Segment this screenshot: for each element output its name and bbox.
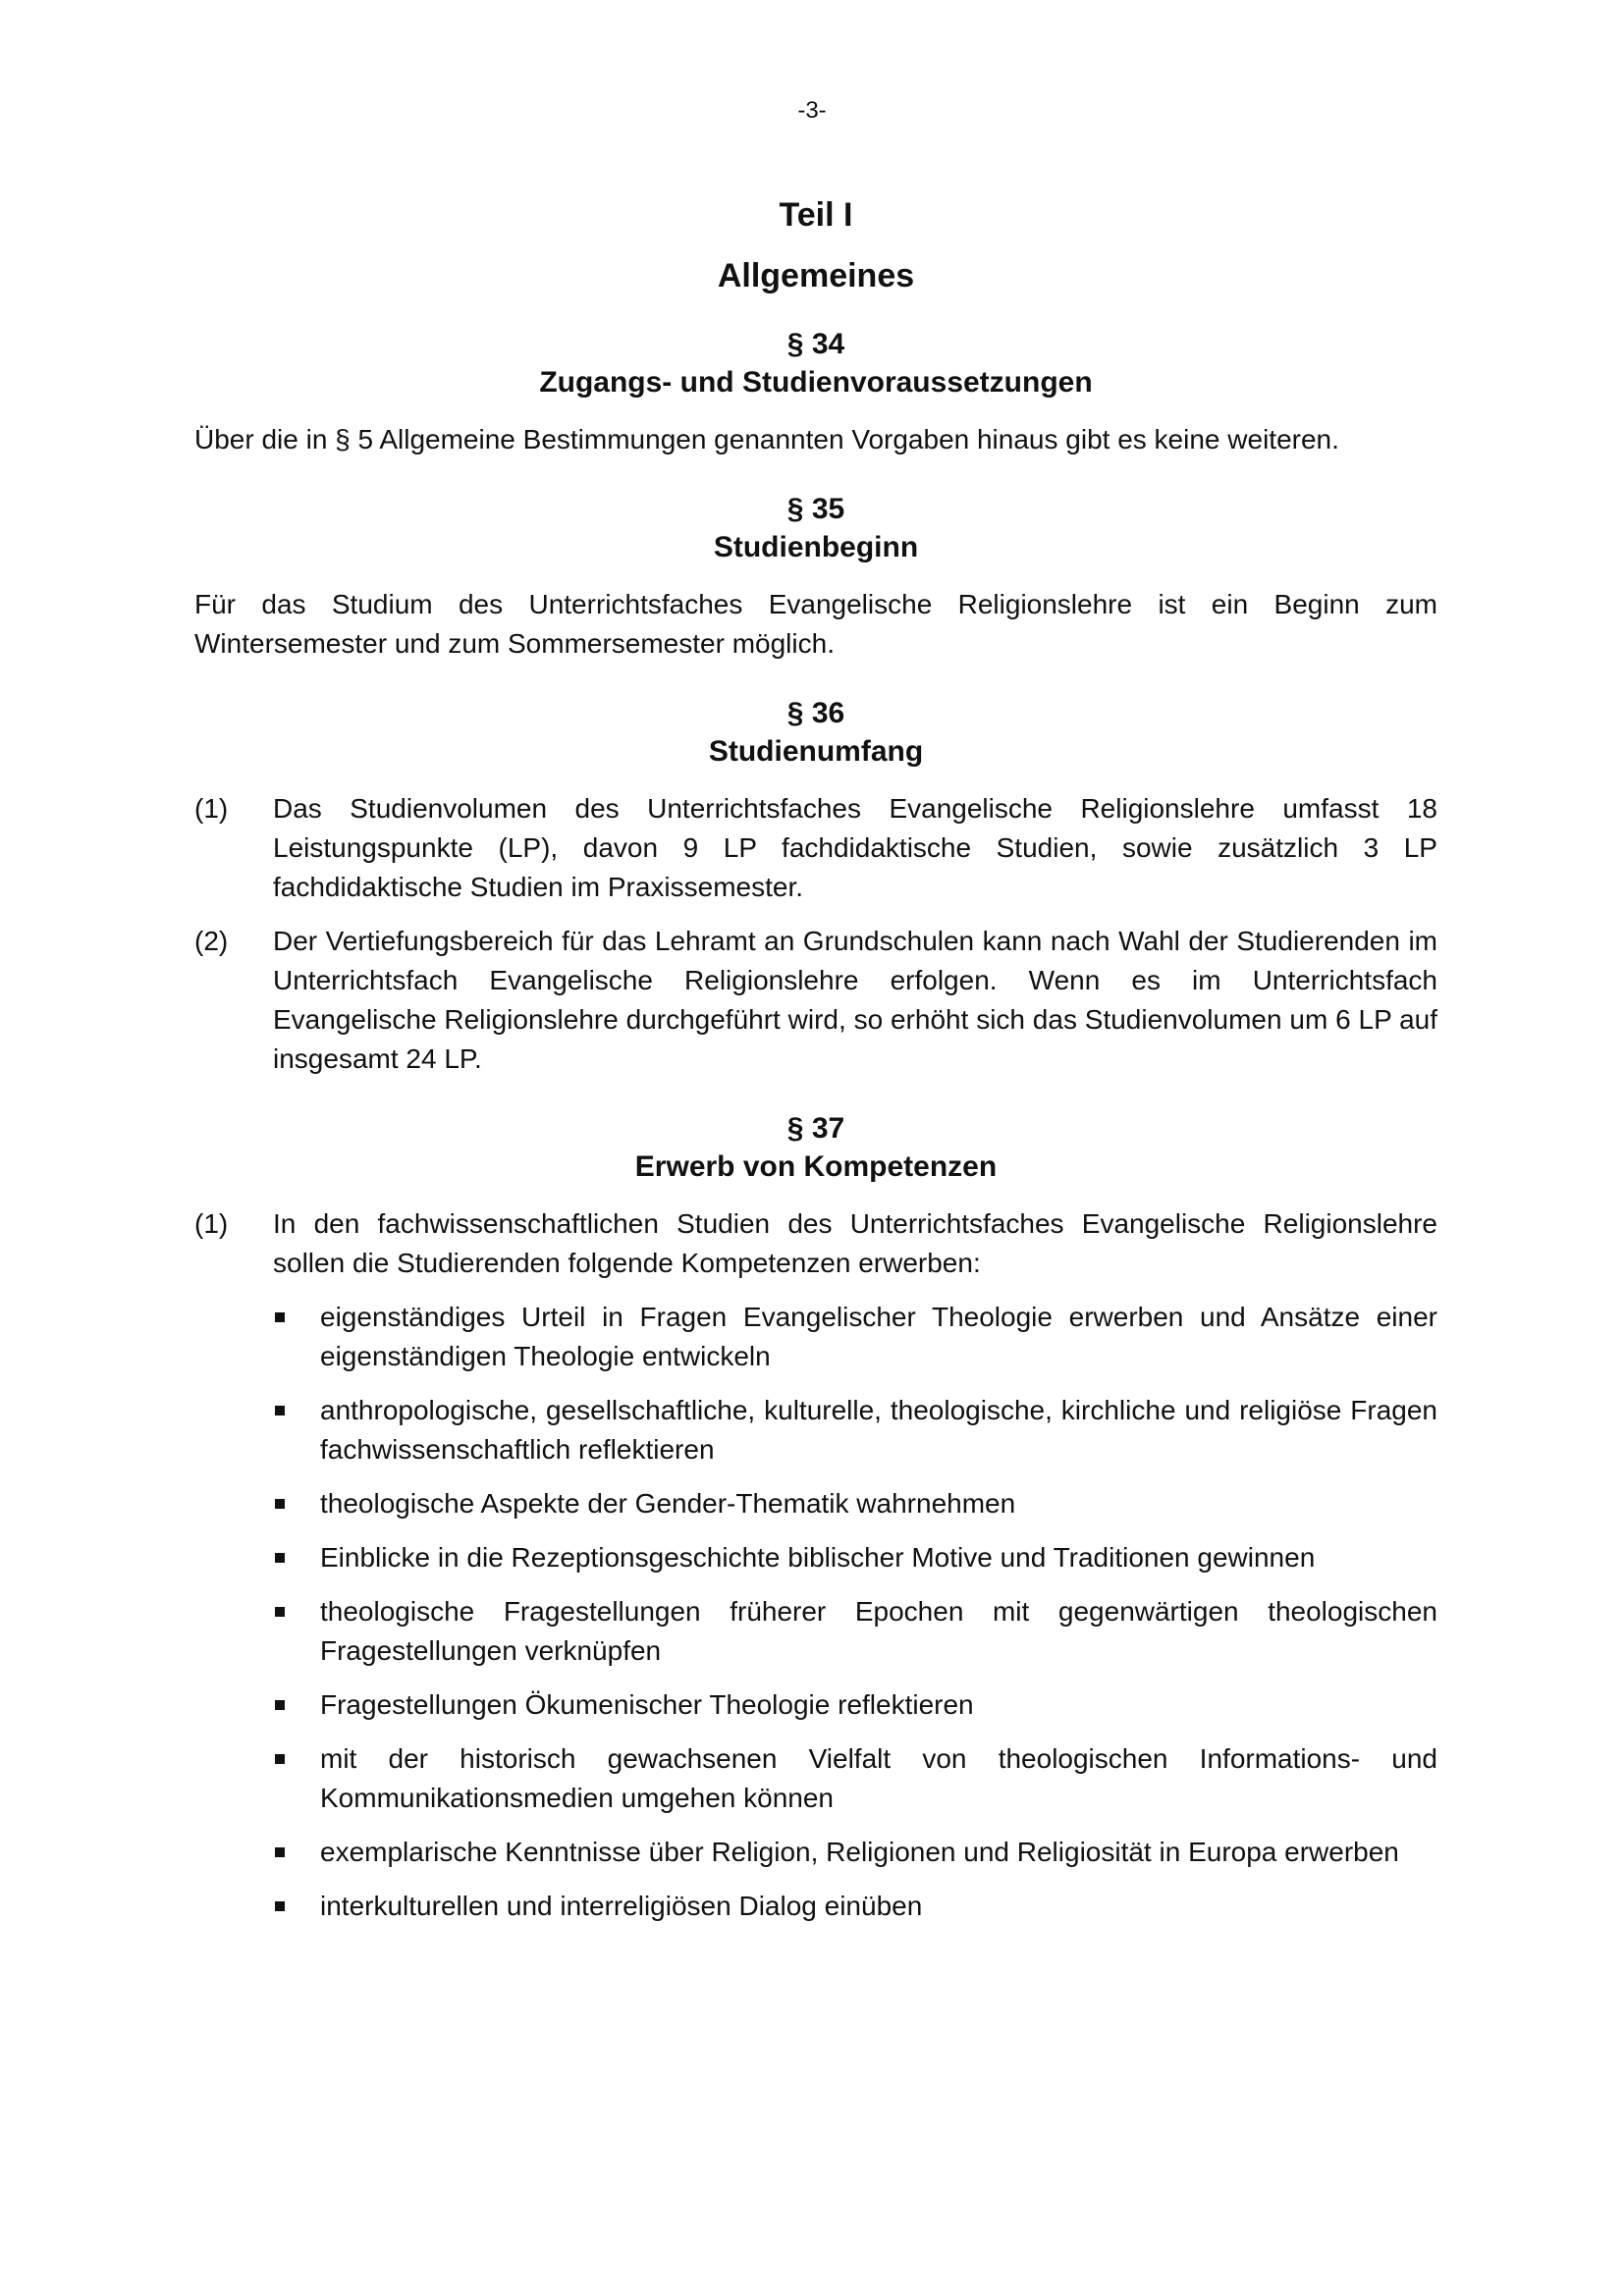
- bullet-text: theologische Fragestellungen früherer Epochen mit gegenwärtigen theologischen Fragestellungen verknüpfen: [320, 1596, 1437, 1666]
- item-text: Der Vertiefungsbereich für das Lehramt an Grundschulen kann nach Wahl der Studierenden im Unterrichtsfach Evangelische Religionslehre erfolgen. Wenn es im Unterrichtsfach Evangelische Religionslehre durchgeführt wird, so erhöht sich das Studienvolumen um 6 LP auf insgesamt 24 LP.: [273, 926, 1437, 1074]
- bullet-text: eigenständiges Urteil in Fragen Evangelischer Theologie erwerben und Ansätze einer eigenständigen Theologie entwickeln: [320, 1302, 1437, 1371]
- page-content: [194, 187, 1437, 1926]
- bullet-item: [273, 1298, 1437, 1376]
- section-36: [194, 695, 1437, 1079]
- part-subtitle: Allgemeines: [717, 257, 915, 294]
- list-item: [194, 1204, 1437, 1283]
- item-number: (2): [194, 926, 229, 956]
- bullet-text: mit der historisch gewachsenen Vielfalt von theologischen Informations- und Kommunikationsmedien umgehen können: [320, 1743, 1437, 1813]
- item-text: Das Studienvolumen des Unterrichtsfaches Evangelische Religionslehre umfasst 18 Leistungspunkte (LP), davon 9 LP fachdidaktische Studien, sowie zusätzlich 3 LP fachdidaktische Studien im Praxissemester.: [273, 793, 1437, 902]
- numbered-list: [194, 1204, 1437, 1283]
- section-title: Zugangs- und Studienvoraussetzungen: [539, 366, 1093, 399]
- square-bullet-icon: [273, 1833, 320, 1872]
- square-bullet-icon: [273, 1484, 320, 1523]
- square-bullet-icon: [273, 1739, 320, 1818]
- list-item: [194, 789, 1437, 907]
- part-title: Teil I: [779, 196, 853, 234]
- square-bullet-icon: [273, 1298, 320, 1376]
- item-number: (1): [194, 1208, 229, 1239]
- numbered-list: [194, 789, 1437, 1079]
- bullet-text: anthropologische, gesellschaftliche, kulturelle, theologische, kirchliche und religiöse Fragen fachwissenschaftlich reflektieren: [320, 1395, 1437, 1465]
- square-bullet-icon: [273, 1887, 320, 1926]
- bullet-item: [273, 1739, 1437, 1818]
- page-number: -3-: [797, 97, 827, 124]
- item-text: In den fachwissenschaftlichen Studien des Unterrichtsfaches Evangelische Religionslehre sollen die Studierenden folgende Kompetenzen erwerben:: [273, 1208, 1437, 1278]
- list-item: [194, 922, 1437, 1079]
- section-number: § 37: [786, 1112, 845, 1145]
- bullet-item: [273, 1833, 1437, 1872]
- bullet-item: [273, 1592, 1437, 1671]
- competence-list: [194, 1298, 1437, 1926]
- bullet-text: Einblicke in die Rezeptionsgeschichte biblischer Motive und Traditionen gewinnen: [320, 1542, 1316, 1573]
- bullet-item: [273, 1685, 1437, 1725]
- square-bullet-icon: [273, 1592, 320, 1671]
- bullet-text: interkulturellen und interreligiösen Dialog einüben: [320, 1891, 923, 1921]
- section-title: Studienumfang: [708, 735, 924, 768]
- bullet-text: exemplarische Kenntnisse über Religion, Religionen und Religiosität in Europa erwerben: [320, 1837, 1399, 1867]
- section-title: Erwerb von Kompetenzen: [634, 1150, 998, 1183]
- item-number: (1): [194, 793, 229, 824]
- square-bullet-icon: [273, 1538, 320, 1577]
- section-text: Für das Studium des Unterrichtsfaches Evangelische Religionslehre ist ein Beginn zum Wintersemester und zum Sommersemester möglich.: [194, 589, 1437, 659]
- square-bullet-icon: [273, 1685, 320, 1725]
- section-title: Studienbeginn: [713, 531, 919, 563]
- square-bullet-icon: [273, 1391, 320, 1469]
- bullet-item: [273, 1887, 1437, 1926]
- bullet-item: [273, 1484, 1437, 1523]
- section-number: § 36: [786, 697, 845, 729]
- bullet-item: [273, 1391, 1437, 1469]
- section-number: § 34: [786, 328, 845, 360]
- bullet-text: Fragestellungen Ökumenischer Theologie reflektieren: [320, 1689, 974, 1720]
- section-34: [194, 326, 1437, 459]
- bullet-item: [273, 1538, 1437, 1577]
- section-number: § 35: [786, 493, 845, 525]
- section-text: Über die in § 5 Allgemeine Bestimmungen genannten Vorgaben hinaus gibt es keine weiteren.: [194, 424, 1339, 454]
- section-37: [194, 1110, 1437, 1926]
- section-35: [194, 491, 1437, 664]
- bullet-text: theologische Aspekte der Gender-Thematik wahrnehmen: [320, 1488, 1016, 1519]
